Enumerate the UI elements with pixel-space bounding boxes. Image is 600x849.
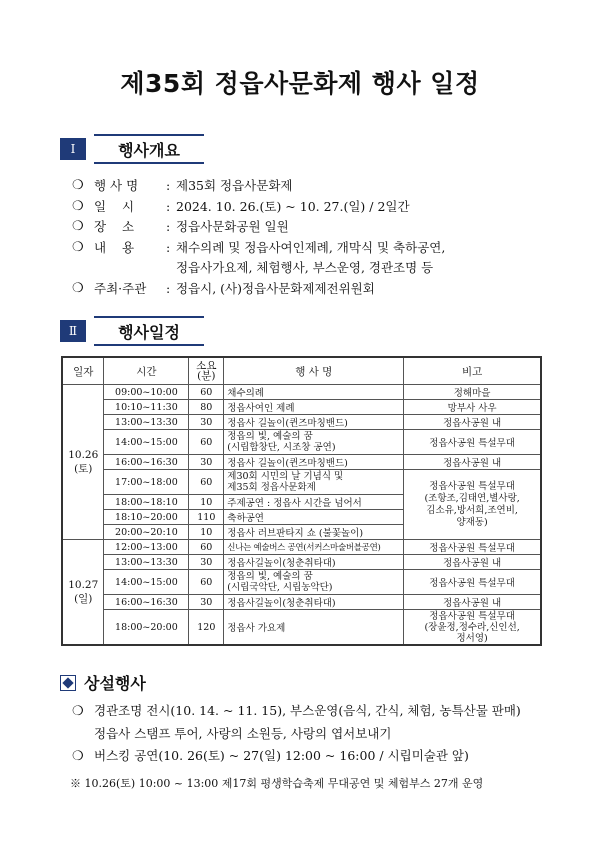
overview-list bbox=[72, 176, 445, 299]
permanent-events-list bbox=[72, 700, 521, 768]
duration-cell: 80 bbox=[189, 400, 224, 415]
date-cell: 10.27 (일) bbox=[62, 540, 104, 646]
header-event-name: 행 사 명 bbox=[224, 357, 404, 385]
header-duration: 소요 (분) bbox=[189, 357, 224, 385]
overview-value: 제35회 정읍사문화제 bbox=[176, 178, 293, 193]
time-cell: 18:00~20:00 bbox=[104, 610, 189, 646]
footnote: ※ 10.26(토) 10:00 ~ 13:00 제17회 평생학습축제 무대공연 및 체험부스 27개 운영 bbox=[70, 777, 484, 790]
section-overview-header bbox=[60, 134, 204, 164]
overview-item: ❍ 내 용 : 채수의례 및 정읍사여인제례, 개막식 및 축하공연, bbox=[72, 238, 445, 259]
permanent-events-title: 상설행사 bbox=[84, 674, 146, 693]
time-cell: 10:10~11:30 bbox=[104, 400, 189, 415]
duration-cell: 120 bbox=[189, 610, 224, 646]
duration-cell: 60 bbox=[189, 385, 224, 400]
event-cell: 정읍사길놀이(청춘취타대) bbox=[224, 555, 404, 570]
table-row bbox=[62, 555, 541, 570]
header-time: 시간 bbox=[104, 357, 189, 385]
event-cell: 정읍사 길놀이(퀸즈마칭밴드) bbox=[224, 415, 404, 430]
table-row bbox=[62, 385, 541, 400]
event-cell: 정읍사 러브판타지 쇼 (불꽃놀이) bbox=[224, 525, 404, 540]
overview-item: ❍ 행 사 명 : 제35회 정읍사문화제 bbox=[72, 176, 445, 197]
table-row bbox=[62, 470, 541, 495]
note-cell: 정읍사공원 내 bbox=[404, 415, 541, 430]
time-cell: 12:00~13:00 bbox=[104, 540, 189, 555]
table-row bbox=[62, 570, 541, 595]
circle-bullet-icon: ❍ bbox=[72, 749, 84, 764]
overview-label: 행 사 명 bbox=[94, 178, 139, 193]
time-cell: 13:00~13:30 bbox=[104, 555, 189, 570]
event-cell: 정읍의 빛, 예술의 꿈 (시립국악단, 시립농악단) bbox=[224, 570, 404, 595]
table-row bbox=[62, 540, 541, 555]
overview-item: ❍ 주최·주관 : 정읍시, (사)정읍사문화제제전위원회 bbox=[72, 279, 445, 300]
event-cell: 정읍사 길놀이(퀸즈마칭밴드) bbox=[224, 455, 404, 470]
overview-value: 2024. 10. 26.(토) ~ 10. 27.(일) / 2일간 bbox=[176, 198, 410, 214]
date-cell: 10.26 (토) bbox=[62, 385, 104, 540]
circle-bullet-icon: ❍ bbox=[72, 704, 84, 719]
overview-label: 내 용 bbox=[94, 239, 135, 255]
time-cell: 20:00~20:10 bbox=[104, 525, 189, 540]
diamond-bullet-icon bbox=[60, 675, 76, 691]
overview-value: 정읍사문화공원 일원 bbox=[176, 219, 289, 234]
table-row bbox=[62, 455, 541, 470]
event-cell: 주제공연 : 정읍사 시간을 넘어서 bbox=[224, 495, 404, 510]
overview-label: 일 시 bbox=[94, 198, 135, 214]
table-row bbox=[62, 610, 541, 646]
time-cell: 18:00~18:10 bbox=[104, 495, 189, 510]
time-cell: 16:00~16:30 bbox=[104, 595, 189, 610]
note-cell: 정읍사공원 특설무대 bbox=[404, 570, 541, 595]
overview-value: 정읍시, (사)정읍사문화제제전위원회 bbox=[176, 280, 375, 296]
time-cell: 14:00~15:00 bbox=[104, 570, 189, 595]
overview-label: 장 소 bbox=[94, 219, 135, 234]
section-number: Ⅱ bbox=[60, 320, 86, 342]
note-cell: 정읍사공원 특설무대 (조항조,김태연,별사랑, 김소유,방서희,조연비, 양재동) bbox=[404, 470, 541, 540]
note-cell: 정읍사공원 내 bbox=[404, 455, 541, 470]
overview-item: ❍ 장 소 : 정읍사문화공원 일원 bbox=[72, 217, 445, 238]
circle-bullet-icon: ❍ bbox=[72, 280, 84, 296]
event-cell: 채수의례 bbox=[224, 385, 404, 400]
time-cell: 16:00~16:30 bbox=[104, 455, 189, 470]
event-cell: 정읍의 빛, 예술의 꿈 (시립합창단, 시조창 공연) bbox=[224, 430, 404, 455]
time-cell: 18:10~20:00 bbox=[104, 510, 189, 525]
time-cell: 13:00~13:30 bbox=[104, 415, 189, 430]
permanent-item-continued: 정읍사 스탬프 투어, 사랑의 소원등, 사랑의 엽서보내기 bbox=[94, 726, 392, 741]
schedule-table bbox=[61, 356, 542, 646]
note-cell: 정읍사공원 특설무대 (장윤정,정수라,신인선, 정서영) bbox=[404, 610, 541, 646]
circle-bullet-icon: ❍ bbox=[72, 219, 84, 234]
list-item bbox=[72, 700, 521, 723]
duration-cell: 10 bbox=[189, 525, 224, 540]
note-cell: 정읍사공원 특설무대 bbox=[404, 540, 541, 555]
duration-cell: 60 bbox=[189, 470, 224, 495]
time-cell: 14:00~15:00 bbox=[104, 430, 189, 455]
overview-label: 주최·주관 bbox=[94, 280, 147, 296]
duration-cell: 10 bbox=[189, 495, 224, 510]
table-row bbox=[62, 415, 541, 430]
circle-bullet-icon: ❍ bbox=[72, 178, 84, 193]
table-row bbox=[62, 400, 541, 415]
event-cell: 신나는 예술버스 공연(서커스마술버블공연) bbox=[224, 540, 404, 555]
duration-cell: 60 bbox=[189, 540, 224, 555]
duration-cell: 30 bbox=[189, 455, 224, 470]
event-cell: 정읍사 가요제 bbox=[224, 610, 404, 646]
note-cell: 정읍사공원 내 bbox=[404, 595, 541, 610]
time-cell: 09:00~10:00 bbox=[104, 385, 189, 400]
overview-value-continued: 정읍사가요제, 체험행사, 부스운영, 경관조명 등 bbox=[176, 260, 434, 275]
header-date: 일자 bbox=[62, 357, 104, 385]
note-cell: 정읍사공원 내 bbox=[404, 555, 541, 570]
duration-cell: 30 bbox=[189, 555, 224, 570]
permanent-events-header bbox=[60, 671, 146, 694]
circle-bullet-icon: ❍ bbox=[72, 198, 84, 214]
header-note: 비고 bbox=[404, 357, 541, 385]
overview-item: ❍ 일 시 : 2024. 10. 26.(토) ~ 10. 27.(일) / 2일간 bbox=[72, 197, 445, 218]
overview-value: 채수의례 및 정읍사여인제례, 개막식 및 축하공연, bbox=[176, 239, 446, 255]
duration-cell: 30 bbox=[189, 595, 224, 610]
permanent-item-text: 버스킹 공연(10. 26(토) ~ 27(일) 12:00 ~ 16:00 / 시립미술관 앞) bbox=[94, 748, 469, 763]
list-item bbox=[72, 745, 521, 768]
permanent-item-text: 경관조명 전시(10. 14. ~ 11. 15), 부스운영(음식, 간식, 체험, 농특산물 판매) bbox=[94, 703, 521, 718]
table-row bbox=[62, 595, 541, 610]
table-header-row bbox=[62, 357, 541, 385]
event-cell: 축하공연 bbox=[224, 510, 404, 525]
note-cell: 망부사 사우 bbox=[404, 400, 541, 415]
section-title: 행사개요 bbox=[94, 134, 204, 164]
time-cell: 17:00~18:00 bbox=[104, 470, 189, 495]
event-cell: 정읍사여인 제례 bbox=[224, 400, 404, 415]
section-number: Ⅰ bbox=[60, 138, 86, 160]
event-cell: 정읍사길놀이(청춘취타대) bbox=[224, 595, 404, 610]
duration-cell: 30 bbox=[189, 415, 224, 430]
page-title: 제35회 정읍사문화제 행사 일정 bbox=[120, 69, 480, 98]
note-cell: 정읍사공원 특설무대 bbox=[404, 430, 541, 455]
note-cell: 정해마을 bbox=[404, 385, 541, 400]
duration-cell: 60 bbox=[189, 430, 224, 455]
table-row bbox=[62, 430, 541, 455]
section-schedule-header bbox=[60, 316, 204, 346]
duration-cell: 110 bbox=[189, 510, 224, 525]
section-title: 행사일정 bbox=[94, 316, 204, 346]
circle-bullet-icon: ❍ bbox=[72, 239, 84, 255]
duration-cell: 60 bbox=[189, 570, 224, 595]
event-cell: 제30회 시민의 날 기념식 및 제35회 정읍사문화제 bbox=[224, 470, 404, 495]
